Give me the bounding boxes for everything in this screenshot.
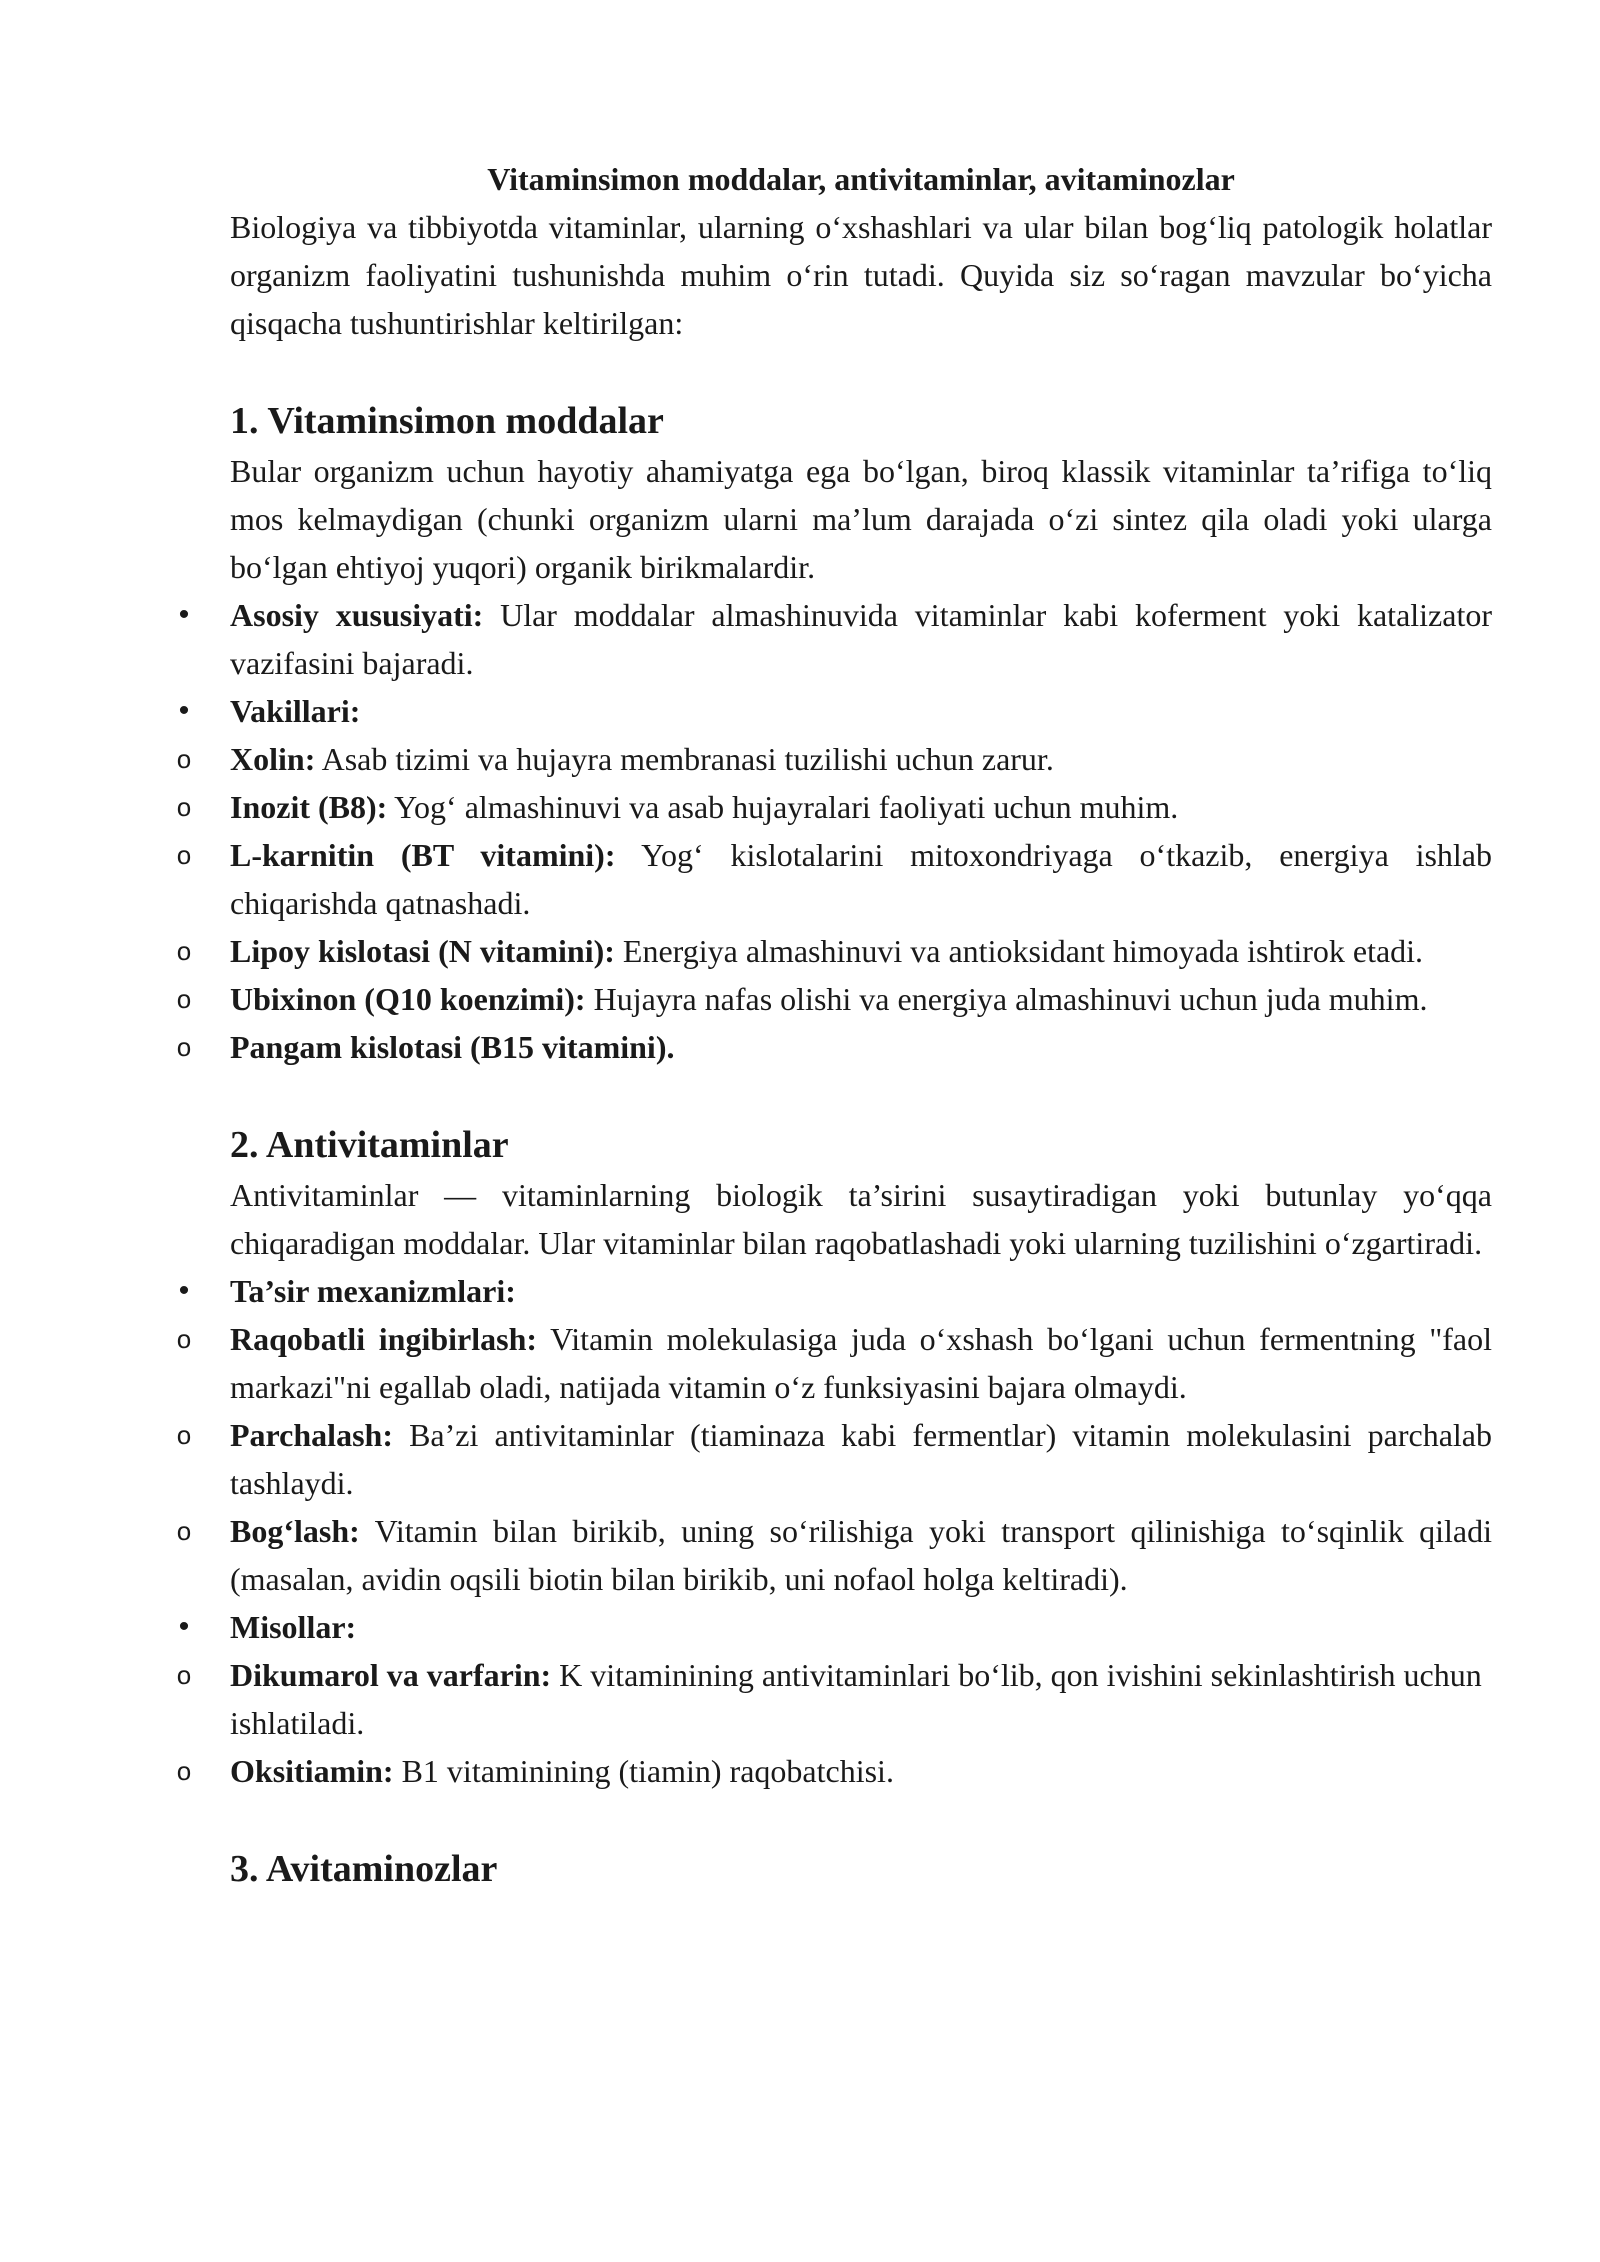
list-item <box>178 591 1493 687</box>
item-text: Ba’zi antivitaminlar (tiaminaza kabi fermentlar) vitamin molekulasini parchalab tashlaydi. <box>230 1417 1492 1501</box>
sub-list-item <box>176 1023 1492 1071</box>
section-heading-vitaminsimon: 1. Vitaminsimon moddalar <box>230 400 664 442</box>
item-label: Oksitiamin: <box>230 1753 394 1789</box>
section-heading-antivitaminlar: 2. Antivitaminlar <box>230 1124 509 1166</box>
item-label: Parchalash: <box>230 1417 393 1453</box>
sub-marker: o <box>176 744 192 774</box>
sub-marker: o <box>176 1756 192 1786</box>
item-label: Raqobatli ingibirlash: <box>230 1321 538 1357</box>
sub-list-item <box>176 1651 1492 1747</box>
sub-list-item <box>176 735 1492 783</box>
item-label: Lipoy kislotasi (N vitamini): <box>230 933 615 969</box>
item-label: Bog‘lash: <box>230 1513 360 1549</box>
item-label: Vakillari: <box>230 693 361 729</box>
sub-list-item <box>176 831 1493 927</box>
spacer <box>230 1071 1492 1119</box>
sub-marker: o <box>176 936 192 966</box>
item-text: Yog‘ kislotalarini mitoxondriyaga o‘tkazib, energiya ishlab chiqarishda qatnashadi. <box>230 837 1493 921</box>
item-text: Vitamin bilan birikib, uning so‘rilishiga yoki transport qilinishiga to‘sqinlik qiladi (masalan, avidin oqsili biotin bilan birikib, uni nofaol holga keltiradi). <box>230 1513 1492 1597</box>
section2-paragraph: Antivitaminlar — vitaminlarning biologik ta’sirini susaytiradigan yoki butunlay yo‘qqa chiqaradigan moddalar. Ular vitaminlar bilan raqobatlashadi yoki ularning tuzilishini o‘zgartiradi. <box>230 1177 1492 1261</box>
sub-marker: o <box>176 1420 192 1450</box>
sub-marker: o <box>176 840 192 870</box>
item-text: Ular moddalar almashinuvida vitaminlar kabi koferment yoki katalizator vazifasini bajaradi. <box>230 597 1493 681</box>
list-item <box>178 687 1492 735</box>
item-label: Inozit (B8): <box>230 789 388 825</box>
spacer <box>230 347 1492 395</box>
sub-list-item <box>176 783 1492 831</box>
item-text: Asab tizimi va hujayra membranasi tuzilishi uchun zarur. <box>315 741 1054 777</box>
item-label: Xolin: <box>230 741 316 777</box>
bullet-marker: • <box>178 1274 190 1307</box>
section-heading-avitaminozlar: 3. Avitaminozlar <box>230 1848 498 1890</box>
item-text: K vitaminining antivitaminlari bo‘lib, qon ivishini sekinlashtirish uchun ishlatiladi. <box>230 1657 1482 1741</box>
sub-marker: o <box>176 1032 192 1062</box>
document-content <box>176 155 1493 1895</box>
document-title: Vitaminsimon moddalar, antivitaminlar, avitaminozlar <box>487 161 1235 197</box>
item-text: Yog‘ almashinuvi va asab hujayralari faoliyati uchun muhim. <box>387 789 1179 825</box>
item-text: B1 vitaminining (tiamin) raqobatchisi. <box>393 1753 894 1789</box>
sub-list-item <box>176 1315 1493 1411</box>
sub-list-item <box>176 927 1492 975</box>
item-text: Energiya almashinuvi va antioksidant himoyada ishtirok etadi. <box>614 933 1424 969</box>
sub-marker: o <box>176 1660 192 1690</box>
bullet-marker: • <box>178 1610 190 1643</box>
item-label: L-karnitin (BT vitamini): <box>230 837 616 873</box>
list-item <box>178 1267 1492 1315</box>
spacer <box>230 1795 1492 1843</box>
sub-marker: o <box>176 984 192 1014</box>
section1-list <box>176 591 1493 1071</box>
section2-list <box>176 1267 1493 1795</box>
item-label: Ta’sir mexanizmlari: <box>230 1273 516 1309</box>
item-label: Misollar: <box>230 1609 357 1645</box>
sub-list-item <box>176 1747 1492 1795</box>
sub-marker: o <box>176 1324 192 1354</box>
bullet-marker: • <box>178 598 190 631</box>
sub-list-item <box>176 1411 1492 1507</box>
section1-paragraph: Bular organizm uchun hayotiy ahamiyatga ega bo‘lgan, biroq klassik vitaminlar ta’rifiga to‘liq mos kelmaydigan (chunki organizm ularni ma’lum darajada o‘zi sintez qila oladi yoki ularga bo‘lgan ehtiyoj yuqori) organik birikmalardir. <box>230 453 1492 585</box>
bullet-marker: • <box>178 694 190 727</box>
list-item <box>178 1603 1492 1651</box>
sub-list-item <box>176 975 1492 1023</box>
item-label: Pangam kislotasi (B15 vitamini). <box>230 1029 675 1065</box>
sub-list-item <box>176 1507 1492 1603</box>
item-text: Hujayra nafas olishi va energiya almashinuvi uchun juda muhim. <box>585 981 1428 1017</box>
sub-marker: o <box>176 1516 192 1546</box>
item-label: Ubixinon (Q10 koenzimi): <box>230 981 586 1017</box>
sub-marker: o <box>176 792 192 822</box>
intro-paragraph: Biologiya va tibbiyotda vitaminlar, ularning o‘xshashlari va ular bilan bog‘liq patologik holatlar organizm faoliyatini tushunishda muhim o‘rin tutadi. Quyida siz so‘ragan mavzular bo‘yicha qisqacha tushuntirishlar keltirilgan: <box>230 209 1492 341</box>
item-label: Dikumarol va varfarin: <box>230 1657 552 1693</box>
item-label: Asosiy xususiyati: <box>230 597 484 633</box>
item-text: Vitamin molekulasiga juda o‘xshash bo‘lgani uchun fermentning "faol markazi"ni egallab oladi, natijada vitamin o‘z funksiyasini bajara olmaydi. <box>230 1321 1493 1405</box>
